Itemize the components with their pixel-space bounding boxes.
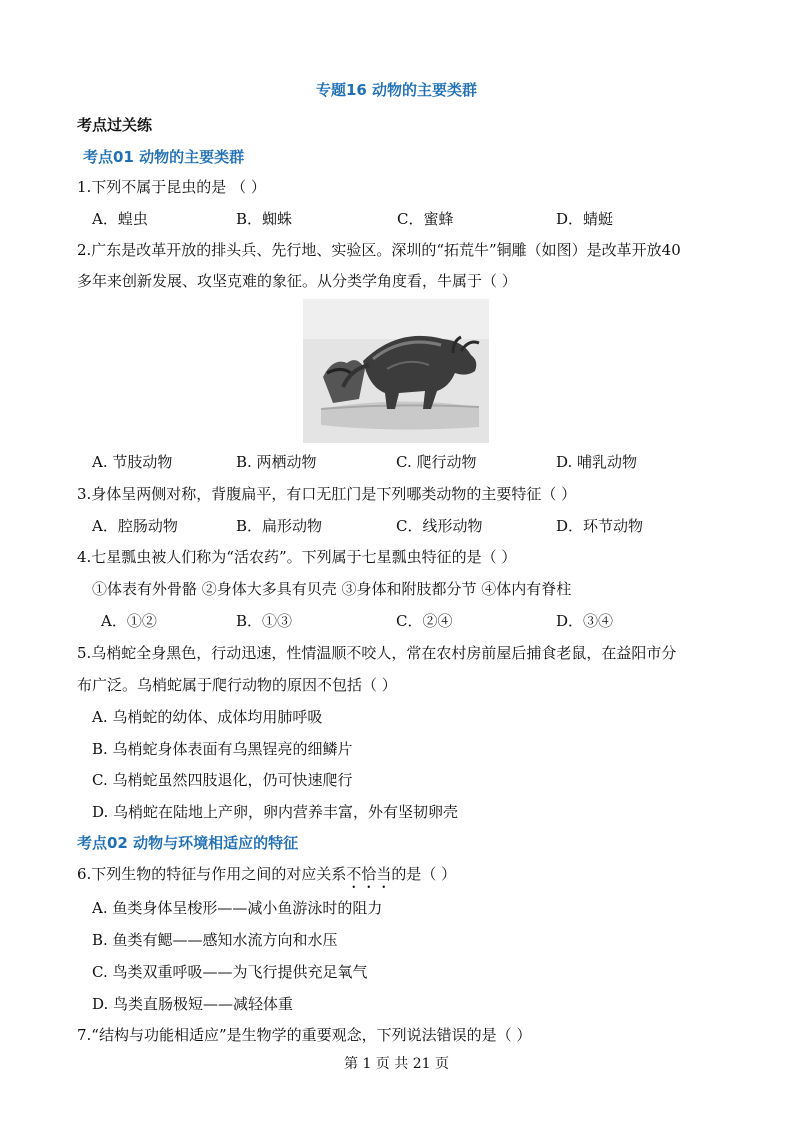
q6-emphasis: 不恰当: [346, 865, 392, 883]
bull-sculpture-figure: [303, 299, 489, 443]
section-heading: 考点过关练: [77, 116, 153, 134]
q3-option-d: D．环节动物: [556, 517, 644, 535]
q6-stem-part-a: 6.下列生物的特征与作用之间的对应关系: [77, 865, 347, 883]
q5-option-b: B. 乌梢蛇身体表面有乌黑锃亮的细鳞片: [92, 740, 353, 758]
q5-option-c: C. 乌梢蛇虽然四肢退化，仍可快速爬行: [92, 771, 353, 789]
question-5-line-2: 布广泛。乌梢蛇属于爬行动物的原因不包括（ ）: [77, 676, 397, 694]
question-7-stem: 7.“结构与功能相适应”是生物学的重要观念，下列说法错误的是（ ）: [77, 1026, 532, 1044]
q2-option-c: C. 爬行动物: [396, 453, 477, 471]
q6-option-d: D. 鸟类直肠极短——减轻体重: [92, 995, 294, 1013]
page-title: 专题16 动物的主要类群: [315, 81, 478, 99]
q3-option-a: A．腔肠动物: [92, 517, 178, 535]
q4-option-a: A．①②: [101, 612, 157, 630]
question-1-stem: 1.下列不属于昆虫的是 （ ）: [77, 178, 266, 196]
q1-option-a: A．蝗虫: [92, 210, 148, 228]
page-footer: 第 1 页 共 21 页: [344, 1056, 449, 1072]
q5-option-a: A. 乌梢蛇的幼体、成体均用肺呼吸: [92, 708, 323, 726]
topic-heading-2: 考点02 动物与环境相适应的特征: [77, 834, 299, 852]
q1-option-c: C．蜜蜂: [397, 210, 454, 228]
question-4-items: ①体表有外骨骼 ②身体大多具有贝壳 ③身体和附肢都分节 ④体内有脊柱: [92, 580, 572, 598]
question-2-line-2: 多年来创新发展、攻坚克难的象征。从分类学角度看，牛属于（ ）: [77, 272, 517, 290]
q3-option-c: C．线形动物: [396, 517, 483, 535]
q6-option-a: A. 鱼类身体呈梭形——减小鱼游泳时的阻力: [92, 899, 383, 917]
question-3-stem: 3.身体呈两侧对称，背腹扁平，有口无肛门是下列哪类动物的主要特征（ ）: [77, 485, 577, 503]
question-6-stem: [77, 864, 456, 892]
q6-option-c: C. 鸟类双重呼吸——为飞行提供充足氧气: [92, 963, 368, 981]
q5-option-d: D. 乌梢蛇在陆地上产卵，卵内营养丰富，外有坚韧卵壳: [92, 803, 459, 821]
question-2-line-1: 2.广东是改革开放的排头兵、先行地、实验区。深圳的“拓荒牛”铜雕（如图）是改革开放40: [77, 241, 681, 259]
bull-sculpture-image: [303, 299, 489, 443]
q4-option-b: B．①③: [236, 612, 293, 630]
question-5-line-1: 5.乌梢蛇全身黑色，行动迅速，性情温顺不咬人，常在农村房前屋后捕食老鼠，在益阳市分: [77, 644, 677, 662]
q3-option-b: B．扁形动物: [236, 517, 323, 535]
q1-option-b: B．蜘蛛: [236, 210, 293, 228]
q2-option-d: D. 哺乳动物: [556, 453, 638, 471]
q2-option-b: B. 两栖动物: [236, 453, 317, 471]
q2-option-a: A. 节肢动物: [92, 453, 173, 471]
q4-option-c: C．②④: [396, 612, 453, 630]
question-4-stem: 4.七星瓢虫被人们称为“活农药”。下列属于七星瓢虫特征的是（ ）: [77, 548, 517, 566]
q4-option-d: D．③④: [556, 612, 614, 630]
q1-option-d: D．蜻蜓: [556, 210, 614, 228]
topic-heading-1: 考点01 动物的主要类群: [83, 148, 245, 166]
q6-stem-part-c: 的是（ ）: [391, 865, 457, 883]
q6-option-b: B. 鱼类有鳃——感知水流方向和水压: [92, 931, 338, 949]
